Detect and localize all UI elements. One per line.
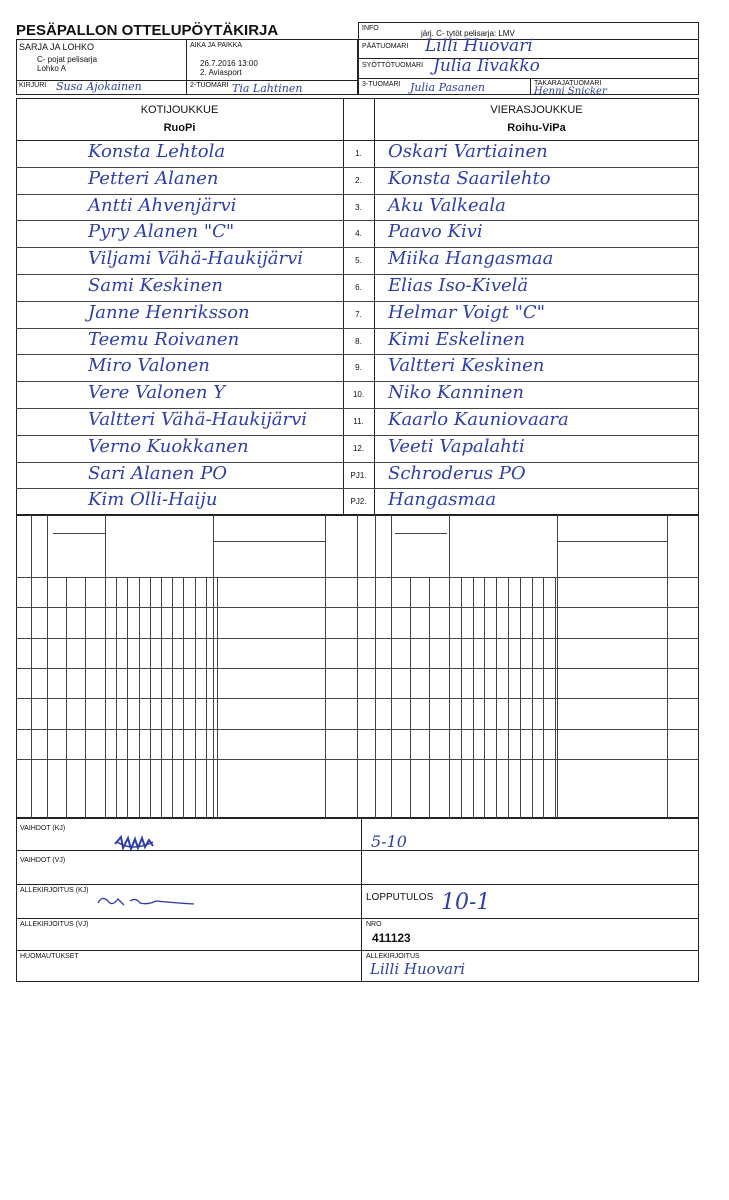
away-player-name: Konsta Saarilehto	[388, 167, 551, 189]
roster-number: 6.	[355, 283, 362, 292]
grid-line	[217, 577, 218, 818]
grid-line	[16, 668, 699, 669]
roster-number: 8.	[355, 336, 362, 346]
sig-label: ALLEKIRJOITUS	[366, 953, 420, 960]
subs-away-label: VAIHDOT (VJ)	[20, 857, 66, 864]
back-ref-label: TAKARAJATUOMARI	[534, 80, 602, 87]
home-player-name: Petteri Alanen	[88, 167, 219, 189]
away-player-name: Elias Iso-Kivelä	[388, 275, 529, 296]
info-label: INFO	[362, 25, 379, 32]
referee-value: Lilli Huovari	[425, 36, 533, 56]
ref2-value: Tia Lahtinen	[232, 82, 303, 95]
roster-number: PJ2.	[350, 497, 367, 507]
scorer-label: KIRJURI	[19, 82, 47, 89]
referee-label: PÄÄTUOMARI	[362, 43, 409, 50]
pitch-ref-value: Julia Iivakko	[433, 56, 540, 76]
grid-line	[461, 577, 462, 818]
grid-line	[16, 698, 699, 699]
sig-value: Lilli Huovari	[370, 960, 466, 978]
away-player-name: Miika Hangasmaa	[388, 248, 554, 270]
ref3-label: 3-TUOMARI	[362, 81, 401, 88]
away-player-name: Hangasmaa	[388, 489, 497, 511]
roster-number: 9.	[355, 363, 362, 373]
grid-line	[85, 577, 86, 818]
nro-value: 411123	[372, 931, 411, 945]
sig-away-label: ALLEKIRJOITUS (VJ)	[20, 921, 89, 928]
grid-line	[139, 577, 140, 818]
grid-line	[557, 515, 558, 818]
away-player-name: Niko Kanninen	[388, 382, 524, 404]
grid-line	[357, 515, 358, 818]
roster-number: PJ1.	[350, 470, 367, 480]
grid-line	[395, 533, 447, 534]
notes-label: HUOMAUTUKSET	[20, 953, 79, 960]
final-value: 10-1	[441, 890, 491, 915]
pitch-ref-label: SYÖTTÖTUOMARI	[362, 62, 424, 69]
grid-line	[161, 577, 162, 818]
grid-line	[127, 577, 128, 818]
grid-line	[473, 577, 474, 818]
grid-line	[557, 541, 667, 542]
away-team-name: Roihu-ViPa	[507, 122, 566, 134]
roster-number: 2.	[355, 175, 362, 185]
home-player-name: Valtteri Vähä-Haukijärvi	[88, 409, 308, 430]
home-player-name: Janne Henriksson	[88, 301, 250, 323]
home-player-name: Viljami Vähä-Haukijärvi	[88, 248, 304, 270]
grid-line	[410, 577, 411, 818]
grid-line	[555, 577, 556, 818]
away-player-name: Helmar Voigt "C"	[388, 301, 545, 323]
grid-line	[31, 515, 32, 818]
back-ref-value: Henni Snicker	[534, 86, 607, 97]
away-player-name: Veeti Vapalahti	[388, 435, 525, 457]
grid-line	[16, 759, 699, 760]
roster-number: 10.	[352, 390, 365, 400]
grid-line	[105, 515, 106, 818]
grid-line	[195, 577, 196, 818]
form-title: PESÄPALLON OTTELUPÖYTÄKIRJA	[16, 22, 279, 39]
grid-line	[496, 577, 497, 818]
grid-line	[150, 577, 151, 818]
roster-number: 7.	[355, 309, 362, 319]
home-player-name: Antti Ahvenjärvi	[88, 194, 237, 216]
nro-label: NRO	[366, 921, 382, 928]
grid-line	[183, 577, 184, 818]
time-value-2: 2. Aviasport	[200, 68, 242, 77]
scorer-value: Susa Ajokainen	[56, 80, 142, 93]
grid-line	[449, 515, 450, 818]
info-value: järj. C- tytöt pelisarja: LMV	[421, 29, 515, 38]
series-value-2: Lohko A	[37, 64, 66, 73]
roster-number: 3.	[355, 202, 362, 212]
series-value-1: C- pojat pelisarja	[37, 55, 98, 64]
time-label: AIKA JA PAIKKA	[190, 42, 243, 49]
away-player-name: Aku Valkeala	[388, 194, 506, 216]
grid-line	[16, 729, 699, 730]
home-player-name: Vere Valonen Y	[88, 382, 226, 404]
home-team-name: RuoPi	[163, 122, 196, 134]
away-player-name: Valtteri Keskinen	[388, 355, 545, 377]
grid-line	[667, 515, 668, 818]
grid-line	[53, 533, 105, 534]
grid-line	[206, 577, 207, 818]
ref3-value: Julia Pasanen	[410, 81, 485, 94]
scribble-mark	[113, 834, 157, 852]
series-label: SARJA JA LOHKO	[19, 42, 95, 52]
grid-line	[508, 577, 509, 818]
home-player-name: Teemu Roivanen	[88, 328, 240, 350]
grid-line	[213, 515, 214, 818]
away-player-name: Oskari Vartiainen	[388, 141, 548, 162]
grid-line	[16, 638, 699, 639]
home-player-name: Kim Olli-Haiju	[88, 489, 218, 511]
home-player-name: Pyry Alanen "C"	[88, 221, 235, 243]
roster-number: 5.	[355, 256, 362, 266]
grid-line	[375, 515, 376, 818]
away-player-name: Schroderus PO	[388, 462, 526, 484]
sig-home-label: ALLEKIRJOITUS (KJ)	[20, 887, 89, 894]
roster-number: 1.	[355, 149, 362, 158]
home-team-label: KOTIJOUKKUE	[140, 104, 219, 116]
grid-line	[16, 607, 699, 608]
ref2-label: 2-TUOMARI	[190, 82, 229, 89]
away-player-name: Paavo Kivi	[388, 221, 483, 243]
away-team-label: VIERASJOUKKUE	[490, 104, 583, 116]
home-signature	[96, 893, 196, 911]
home-player-name: Sami Keskinen	[88, 275, 223, 296]
subs-home-label: VAIHDOT (KJ)	[20, 825, 66, 832]
grid-line	[172, 577, 173, 818]
away-player-name: Kaarlo Kauniovaara	[388, 409, 569, 430]
subs-home-value: 5-10	[371, 832, 407, 851]
home-player-name: Konsta Lehtola	[88, 141, 226, 162]
grid-line	[543, 577, 544, 818]
grid-line	[520, 577, 521, 818]
roster-number: 4.	[355, 229, 362, 239]
grid-line	[391, 515, 392, 818]
grid-line	[213, 541, 325, 542]
home-player-name: Verno Kuokkanen	[88, 435, 249, 457]
grid-line	[66, 577, 67, 818]
time-value-1: 26.7.2016 13:00	[200, 59, 258, 68]
grid-line	[16, 577, 699, 578]
grid-line	[484, 577, 485, 818]
grid-line	[116, 577, 117, 818]
home-player-name: Miro Valonen	[88, 355, 210, 377]
away-player-name: Kimi Eskelinen	[388, 328, 526, 350]
roster-number: 12.	[352, 443, 365, 453]
roster-number: 11.	[353, 417, 364, 426]
home-player-name: Sari Alanen PO	[88, 462, 228, 484]
grid-line	[429, 577, 430, 818]
grid-line	[47, 515, 48, 818]
grid-line	[325, 515, 326, 818]
final-label: LOPPUTULOS	[366, 892, 434, 903]
grid-line	[532, 577, 533, 818]
